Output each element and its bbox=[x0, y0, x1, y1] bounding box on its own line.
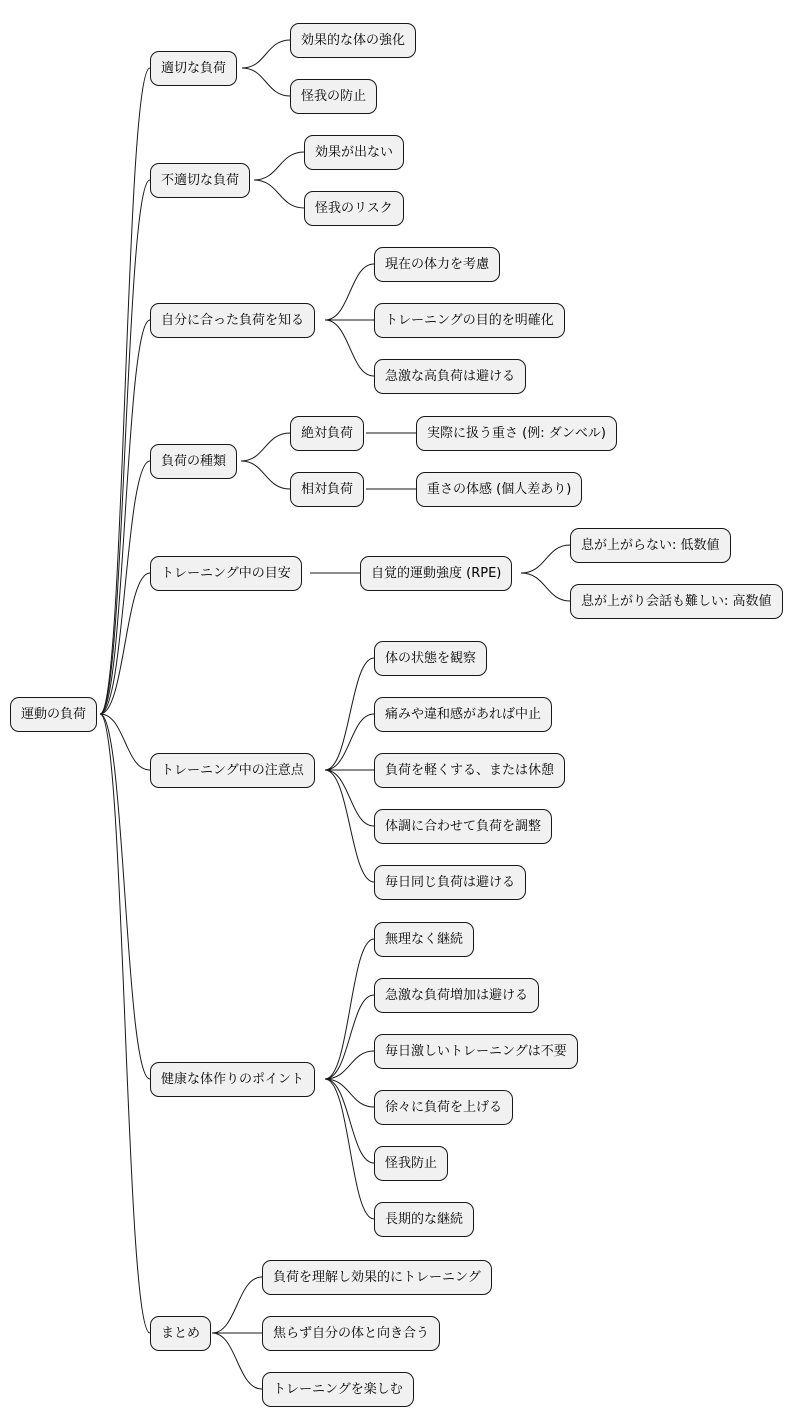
connector bbox=[100, 180, 150, 714]
branch-node: トレーニング中の注意点 bbox=[150, 753, 315, 788]
branch-node: トレーニング中の目安 bbox=[150, 556, 302, 591]
sub-branch-node: 相対負荷 bbox=[290, 472, 364, 507]
branch-node: 健康な体作りのポイント bbox=[150, 1062, 315, 1097]
leaf-node: トレーニングを楽しむ bbox=[262, 1372, 414, 1407]
leaf-node: 無理なく継続 bbox=[374, 922, 474, 957]
leaf-node: 長期的な継続 bbox=[374, 1202, 474, 1237]
connector bbox=[325, 770, 374, 826]
leaf-node: 効果が出ない bbox=[304, 135, 404, 170]
leaf-node: 痛みや違和感があれば中止 bbox=[374, 697, 552, 732]
sub-branch-node: 絶対負荷 bbox=[290, 416, 364, 451]
sub-branch-node: 自覚的運動強度 (RPE) bbox=[360, 556, 512, 591]
connector bbox=[254, 180, 304, 208]
leaf-node: 急激な負荷増加は避ける bbox=[374, 978, 539, 1013]
leaf-node: 怪我防止 bbox=[374, 1146, 448, 1181]
connector bbox=[242, 68, 290, 96]
leaf-node: 息が上がらない: 低数値 bbox=[570, 528, 731, 563]
connector bbox=[521, 545, 570, 573]
leaf-node: 毎日激しいトレーニングは不要 bbox=[374, 1034, 578, 1069]
branch-node: 適切な負荷 bbox=[150, 51, 237, 86]
leaf-node: 負荷を理解し効果的にトレーニング bbox=[262, 1260, 492, 1295]
connector bbox=[241, 461, 290, 489]
connector bbox=[241, 433, 290, 461]
leaf-node: 実際に扱う重さ (例: ダンベル) bbox=[416, 416, 617, 451]
connector bbox=[100, 68, 150, 714]
leaf-node: 毎日同じ負荷は避ける bbox=[374, 865, 526, 900]
connector bbox=[254, 152, 304, 180]
leaf-node: 効果的な体の強化 bbox=[290, 23, 416, 58]
root-node: 運動の負荷 bbox=[10, 697, 97, 732]
branch-node: まとめ bbox=[150, 1316, 211, 1351]
branch-node: 負荷の種類 bbox=[150, 444, 237, 479]
connector bbox=[325, 714, 374, 770]
connector bbox=[325, 1079, 374, 1219]
connector bbox=[325, 320, 374, 376]
connector bbox=[100, 461, 150, 714]
leaf-node: 息が上がり会話も難しい: 高数値 bbox=[570, 584, 783, 619]
connector bbox=[212, 1277, 262, 1333]
connector bbox=[325, 995, 374, 1079]
leaf-node: 怪我の防止 bbox=[290, 79, 377, 114]
branch-node: 自分に合った負荷を知る bbox=[150, 303, 315, 338]
leaf-node: 急激な高負荷は避ける bbox=[374, 359, 526, 394]
connector bbox=[242, 40, 290, 68]
branch-node: 不適切な負荷 bbox=[150, 163, 250, 198]
leaf-node: トレーニングの目的を明確化 bbox=[374, 303, 565, 338]
leaf-node: 徐々に負荷を上げる bbox=[374, 1090, 513, 1125]
leaf-node: 現在の体力を考慮 bbox=[374, 247, 500, 282]
leaf-node: 体調に合わせて負荷を調整 bbox=[374, 809, 552, 844]
leaf-node: 負荷を軽くする、または休憩 bbox=[374, 753, 565, 788]
connector bbox=[325, 658, 374, 770]
connector bbox=[325, 264, 374, 320]
connector bbox=[325, 770, 374, 882]
connector bbox=[325, 939, 374, 1079]
connector bbox=[100, 714, 150, 770]
leaf-node: 体の状態を観察 bbox=[374, 641, 487, 676]
connector bbox=[212, 1333, 262, 1389]
leaf-node: 焦らず自分の体と向き合う bbox=[262, 1316, 440, 1351]
connector bbox=[521, 573, 570, 601]
connector bbox=[325, 1079, 374, 1163]
leaf-node: 重さの体感 (個人差あり) bbox=[416, 472, 582, 507]
leaf-node: 怪我のリスク bbox=[304, 191, 404, 226]
connector bbox=[100, 714, 150, 1333]
